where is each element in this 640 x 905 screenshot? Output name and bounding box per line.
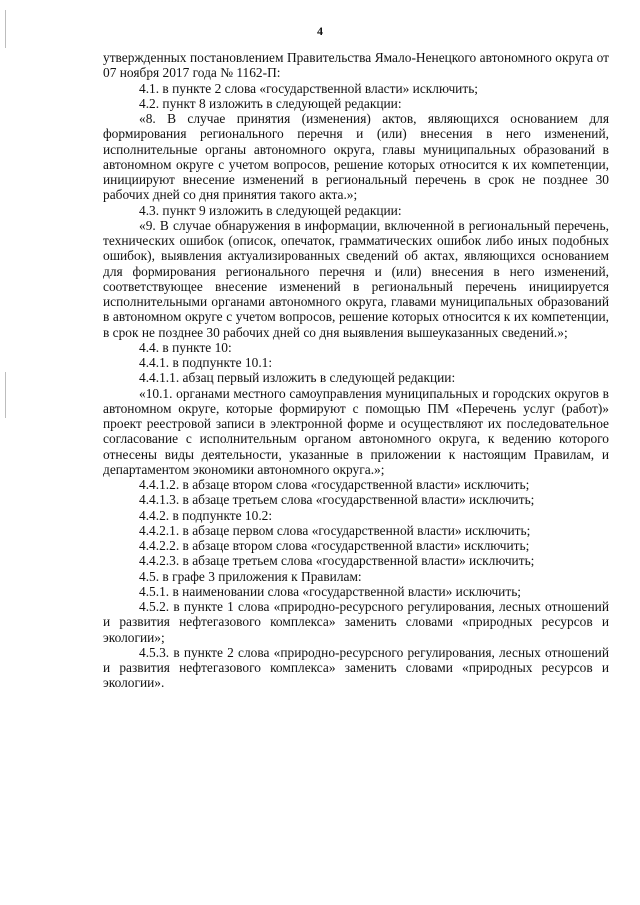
paragraph-4-1: 4.1. в пункте 2 слова «государственной власти» исключить; xyxy=(139,80,479,96)
paragraph-4-4-2: 4.4.2. в подпункте 10.2: xyxy=(139,507,273,523)
paragraph-4-4-1-3: 4.4.1.3. в абзаце третьем слова «государственной власти» исключить; xyxy=(139,492,535,508)
paragraph-4-5-3: 4.5.3. в пункте 2 слова «природно-ресурсного регулирования, лесных отношений и развития нефтегазового комплекса» заменить словами «природных ресурсов и экологии». xyxy=(103,644,609,691)
paragraph-4-5: 4.5. в графе 3 приложения к Правилам: xyxy=(139,568,362,584)
paragraph-intro-continuation: утвержденных постановлением Правительства Ямало-Ненецкого автономного округа от 07 ноября 2017 года № 1162-П: xyxy=(103,50,609,81)
paragraph-quote-10-1: «10.1. органами местного самоуправления муниципальных и городских округов в автономном округе, которые формируют с помощью ПМ «Перечень услуг (работ)» проект реестровой записи в электронной форме и осуществляют их последовательное согласование с исполнительным органом автономного округа, к ведению которого отнесены виды деятельности, указанные в приложении к настоящим Правилам, и департаментом экономики автономного округа.»; xyxy=(103,385,609,477)
paragraph-4-5-1: 4.5.1. в наименовании слова «государственной власти» исключить; xyxy=(139,583,522,599)
paragraph-4-4-2-3: 4.4.2.3. в абзаце третьем слова «государственной власти» исключить; xyxy=(139,553,535,569)
paragraph-4-2: 4.2. пункт 8 изложить в следующей редакции: xyxy=(139,95,402,111)
paragraph-4-4-1-1: 4.4.1.1. абзац первый изложить в следующей редакции: xyxy=(139,370,456,386)
paragraph-4-4-2-2: 4.4.2.2. в абзаце втором слова «государственной власти» исключить; xyxy=(139,538,530,553)
page-number: 4 xyxy=(317,24,323,38)
paragraph-4-4-1: 4.4.1. в подпункте 10.1: xyxy=(139,355,273,370)
scan-margin-mark-middle xyxy=(5,372,6,418)
paragraph-quote-8: «8. В случае принятия (изменения) актов, являющихся основанием для формирования регионального перечня и (или) внесения в него изменений, исполнительные органы автономного округа, главы муниципальных образований в автономном округе с учетом вопросов, решение которых относится к их компетенции, инициируют внесение изменений в региональный перечень в срок не позднее 30 рабочих дней со дня принятия такого акта.»; xyxy=(103,111,609,203)
paragraph-4-4: 4.4. в пункте 10: xyxy=(139,339,232,355)
paragraph-4-5-2: 4.5.2. в пункте 1 слова «природно-ресурсного регулирования, лесных отношений и развития нефтегазового комплекса» заменить словами «природных ресурсов и экологии»; xyxy=(103,599,609,645)
paragraph-4-3: 4.3. пункт 9 изложить в следующей редакции: xyxy=(139,202,402,218)
paragraph-quote-9: «9. В случае обнаружения в информации, включенной в региональный перечень, технических ошибок (описок, опечаток, грамматических ошибок либо иных подобных ошибок), выявления актуализированных сведений об актах, являющихся основанием для формирования регионального перечня и (или) внесения в него изменений, соответствующее внесение изменений в региональный перечень инициируется исполнительными органами автономного округа, главами муниципальных образований в автономном округе с учетом вопросов, решение которых относится к их компетенции, в срок не позднее 30 рабочих дней со дня выявления вышеуказанных сведений.»; xyxy=(103,217,609,340)
paragraph-4-4-1-2: 4.4.1.2. в абзаце втором слова «государственной власти» исключить; xyxy=(139,477,530,492)
paragraph-4-4-2-1: 4.4.2.1. в абзаце первом слова «государственной власти» исключить; xyxy=(139,522,531,538)
document-body xyxy=(103,50,609,691)
